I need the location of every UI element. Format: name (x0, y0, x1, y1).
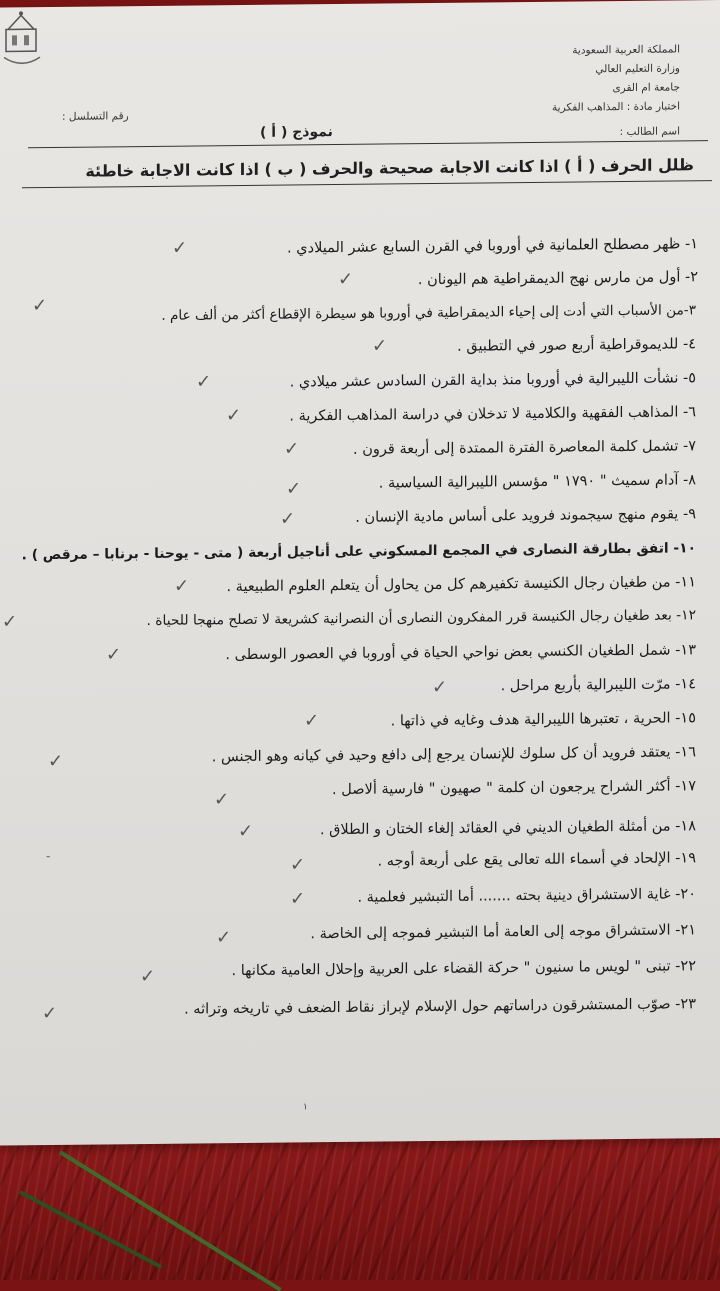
question-item: ١٩- الإلحاد في أسماء الله تعالى يقع على أربعة أوجه . (377, 850, 696, 870)
question-item: ١٢- بعد طغيان رجال الكنيسة قرر المفكرون النصارى أن النصرانية كشريعة لا تصلح منهجا للحياة . (146, 607, 696, 630)
pencil-check-mark-icon: ✓ (286, 478, 302, 500)
pencil-check-mark-icon: ✓ (32, 295, 48, 317)
pencil-check-mark-icon: ✓ (290, 888, 306, 910)
university-logo-icon (2, 9, 44, 79)
pencil-check-mark-icon: ✓ (238, 820, 254, 843)
pencil-check-mark-icon: ✓ (42, 1002, 58, 1025)
question-item: ١١- من طغيان رجال الكنيسة تكفيرهم كل من يحاول أن يتعلم العلوم الطبيعية . (226, 574, 696, 596)
pencil-check-mark-icon: ✓ (304, 710, 320, 732)
exam-model-label: نموذج ( أ ) (260, 124, 333, 141)
pencil-check-mark-icon: ✓ (214, 789, 230, 811)
question-item: ١٠- اتفق بطارقة النصارى في المجمع المسكوني على أناجيل أربعة ( متى - يوحنا - برنابا – مرقص ) . (21, 540, 696, 564)
pencil-check-mark-icon: ✓ (140, 965, 156, 988)
question-item: ٧- تشمل كلمة المعاصرة الفترة الممتدة إلى أربعة قرون . (353, 438, 696, 458)
header-student-name: اسم الطالب : (619, 125, 680, 139)
instruction-divider (22, 180, 712, 188)
pencil-check-mark-icon: ✓ (290, 854, 306, 876)
header-ministry: وزارة التعليم العالي (595, 62, 680, 76)
pencil-check-mark-icon: ✓ (174, 575, 190, 597)
question-item: ٥- نشأت الليبرالية في أوروبا منذ بداية القرن السادس عشر ميلادي . (289, 370, 696, 391)
header-divider (28, 140, 708, 148)
page-number: ١ (303, 1102, 308, 1113)
question-item: ٤- للديموقراطية أربع صور في التطبيق . (457, 336, 696, 355)
question-item: ٩- يقوم منهج سيجموند فرويد على أساس مادية الإنسان . (355, 506, 696, 526)
pencil-check-mark-icon: ✓ (48, 750, 64, 773)
question-item: ١٤- مرّت الليبرالية بأربع مراحل . (500, 676, 696, 695)
pencil-check-mark-icon: ✓ (338, 268, 354, 291)
question-item: ٣-من الأسباب التي أدت إلى إحياء الديمقراطية في أوروبا هو سيطرة الإقطاع أكثر من ألف عام . (161, 302, 696, 324)
pencil-check-mark-icon: ✓ (372, 335, 388, 357)
pencil-check-mark-icon: ✓ (432, 676, 448, 699)
question-item: ٢١- الاستشراق موجه إلى العامة أما التبشير فموجه إلى الخاصة . (310, 922, 696, 943)
header-block (460, 40, 680, 143)
pencil-check-mark-icon: ✓ (284, 438, 300, 460)
question-item: ٨- آدام سميث " ١٧٩٠ " مؤسس الليبرالية السياسية . (378, 472, 696, 492)
pencil-check-mark-icon: ✓ (216, 927, 232, 949)
pencil-check-mark-icon: ✓ (2, 611, 18, 633)
pencil-check-mark-icon: ✓ (226, 405, 242, 427)
header-country: المملكة العربية السعودية (572, 43, 680, 57)
header-exam-subject: اختبار مادة : المذاهب الفكرية (552, 100, 680, 114)
pencil-dash-mark-icon: - (46, 849, 51, 864)
pencil-check-mark-icon: ✓ (106, 644, 122, 666)
question-item: ٢- أول من مارس نهج الديمقراطية هم اليونان . (417, 269, 698, 289)
question-item: ٢٢- تبنى " لويس ما سنيون " حركة القضاء على العربية وإحلال العامية مكانها . (231, 958, 696, 980)
question-item: ١٦- يعتقد فرويد أن كل سلوك للإنسان يرجع إلى دافع وحيد في كيانه وهو الجنس . (211, 744, 696, 766)
question-item: ١٧- أكثر الشراح يرجعون ان كلمة " صهيون " فارسية ألاصل . (332, 778, 696, 799)
header-university: جامعة ام القرى (612, 81, 680, 95)
question-item: ٦- المذاهب الفقهية والكلامية لا تدخلان في دراسة المذاهب الفكرية . (289, 404, 696, 425)
question-item: ١٣- شمل الطغيان الكنسي بعض نواحي الحياة في أوروبا في العصور الوسطى . (225, 642, 696, 664)
instruction-text: ظلل الحرف ( أ ) اذا كانت الاجابة صحيحة والحرف ( ب ) اذا كانت الاجابة خاطئة (85, 155, 694, 181)
question-item: ٢٠- غاية الاستشراق دينية بحته ....... أما التبشير فعلمية . (357, 886, 696, 906)
question-item: ٢٣- صوّب المستشرقون دراساتهم حول الإسلام لإبراز نقاط الضعف في تاريخه وتراثه . (184, 996, 696, 1018)
fabric-stripe (59, 1150, 282, 1291)
pencil-check-mark-icon: ✓ (172, 237, 188, 259)
pencil-check-mark-icon: ✓ (196, 371, 212, 393)
question-item: ١- ظهر مصطلح العلمانية في أوروبا في القرن السابع عشر الميلادي . (287, 236, 698, 257)
serial-number-label: رقم التسلسل : (62, 110, 129, 123)
question-item: ١٥- الحرية ، تعتبرها الليبرالية هدف وغايه في ذاتها . (390, 710, 696, 730)
fabric-background (0, 1130, 720, 1280)
pencil-check-mark-icon: ✓ (280, 508, 296, 530)
question-item: ١٨- من أمثلة الطغيان الديني في العقائد إلغاء الختان و الطلاق . (319, 818, 696, 839)
